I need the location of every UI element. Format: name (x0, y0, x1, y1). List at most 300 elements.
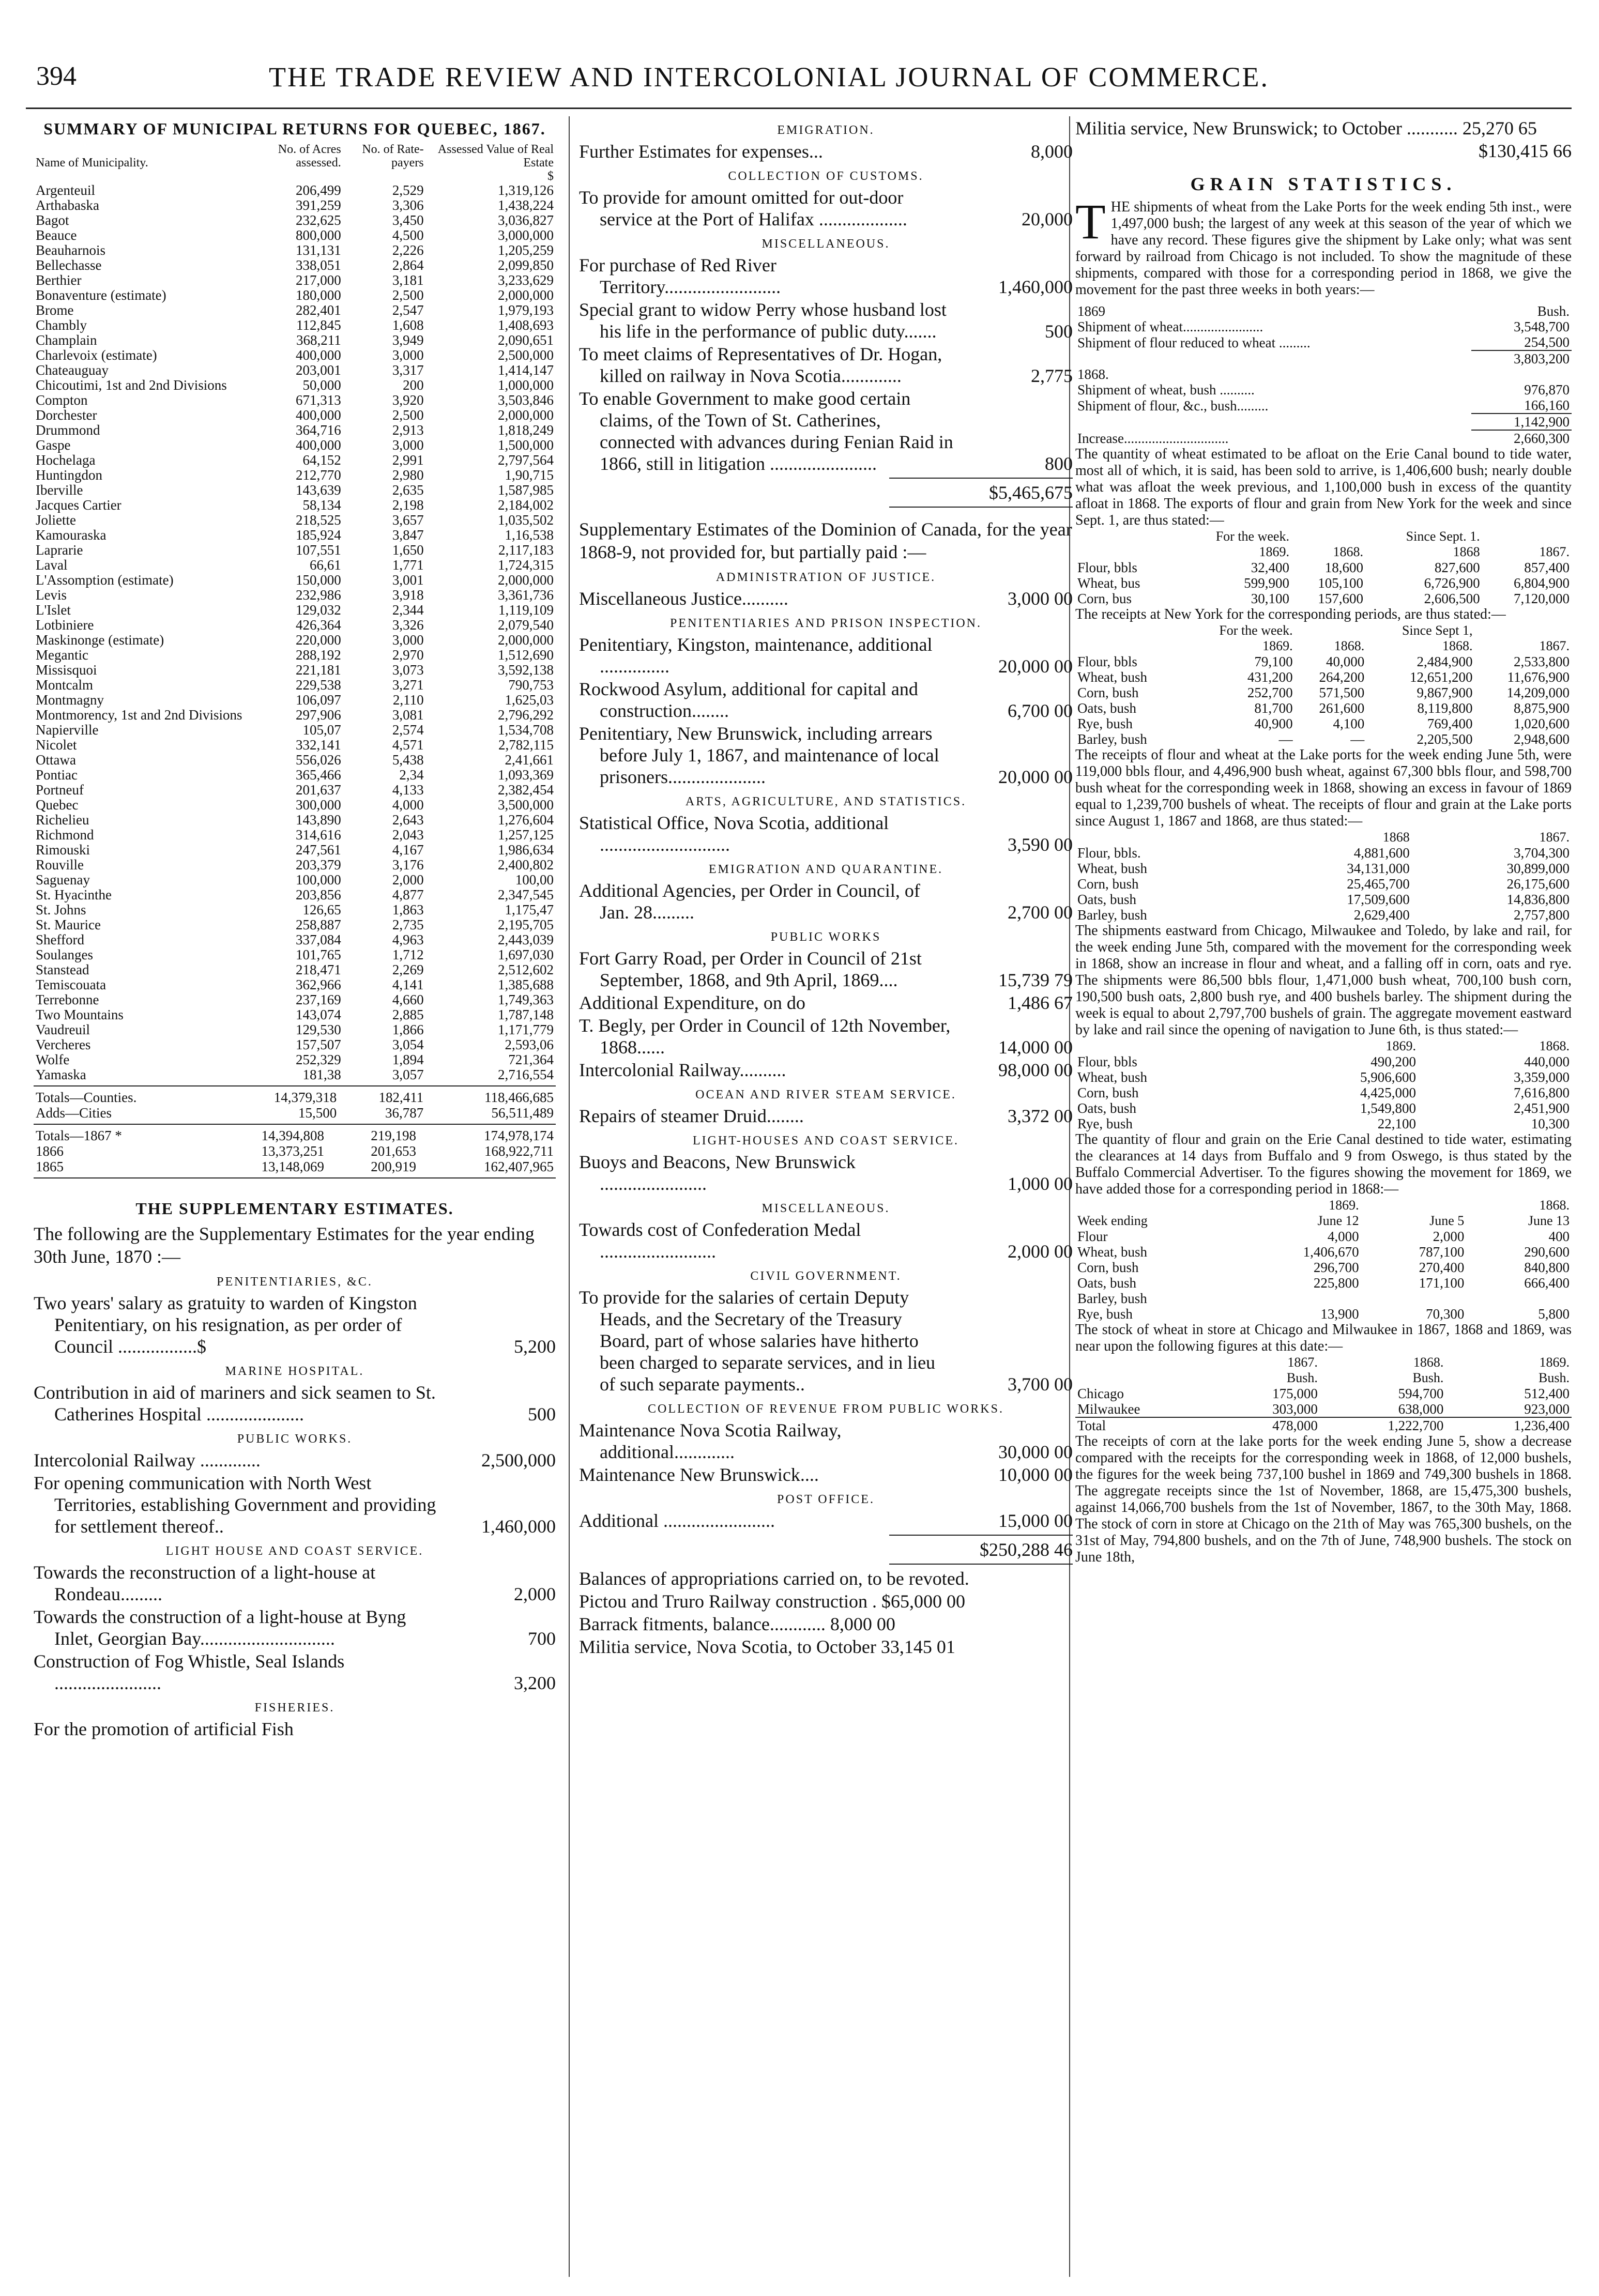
row-value (1361, 1291, 1467, 1306)
municipality-name: Terrebonne (36, 992, 99, 1007)
totals-row (34, 1128, 556, 1143)
row-label: Barley, bush (1077, 1291, 1147, 1306)
estimate-text: Repairs of steamer Druid........ (579, 1106, 804, 1126)
municipality-value: 2,991 (392, 452, 424, 468)
row-value: 1,020,600 (1514, 716, 1570, 731)
table-header-cell: 1867. (1539, 638, 1570, 653)
row-value: 290,600 (1524, 1244, 1570, 1260)
municipality-name: Vaudreuil (36, 1022, 90, 1037)
municipality-value: 3,657 (392, 512, 424, 528)
row-label: Corn, bush (1077, 876, 1139, 892)
municipality-value: 143,639 (295, 482, 341, 498)
municipality-value: 3,361,736 (498, 587, 554, 603)
municipality-value: 800,000 (295, 227, 341, 243)
municipality-name: Ottawa (36, 752, 76, 768)
municipal-row (34, 813, 556, 828)
municipal-yearly (34, 1128, 556, 1174)
row-value: 571,500 (1319, 685, 1365, 700)
municipality-value: 3,054 (392, 1037, 424, 1052)
table-header-cell (1075, 529, 1175, 544)
row-value: 8,875,900 (1514, 700, 1570, 716)
table-header-cell (1075, 1370, 1216, 1386)
municipality-value: 2,000 (392, 872, 424, 887)
table-row (1075, 876, 1572, 892)
estimate-text: Intercolonial Railway.......... (579, 1060, 786, 1080)
municipality-value: 1,438,224 (498, 197, 554, 213)
municipal-row (34, 453, 556, 468)
section-heading: MISCELLANEOUS. (762, 1202, 890, 1215)
estimate-text: Miscellaneous Justice.......... (579, 588, 788, 609)
estimate-amount: 10,000 00 (998, 1464, 1073, 1485)
municipality-value: 129,032 (295, 602, 341, 618)
row-label: Milwaukee (1077, 1401, 1140, 1417)
municipality-value: 1,650 (392, 542, 424, 558)
table-header-cell (1075, 1355, 1216, 1370)
municipality-name: Richelieu (36, 812, 89, 828)
municipality-value: 100,00 (515, 872, 554, 887)
municipal-row (34, 962, 556, 977)
row-value (1233, 1291, 1361, 1306)
table-header-cell (1482, 529, 1572, 544)
municipality-value: 297,906 (295, 707, 341, 723)
balance-item (579, 1590, 1073, 1612)
municipality-value: 1,257,125 (498, 827, 554, 843)
row-value: 400 (1548, 1229, 1570, 1244)
ny-receipts-table (1075, 623, 1572, 747)
estimate-text: T. Begly, per Order in Council of 12th November, 1868...... (579, 1015, 951, 1058)
municipality-value: 221,181 (295, 662, 341, 678)
municipality-value: 3,000 (392, 632, 424, 648)
municipality-name: Maskinonge (estimate) (36, 632, 164, 648)
estimate-text: Penitentiary, Kingston, maintenance, additional ............... (579, 634, 933, 677)
municipality-value: 1,534,708 (498, 722, 554, 738)
dominion-total: $250,288 46 (980, 1539, 1073, 1560)
section-heading: PUBLIC WORKS. (237, 1432, 353, 1446)
col-header-acres: No. of Acres assessed. (278, 143, 341, 170)
supplementary-sections (34, 1275, 556, 1740)
estimate-text: Buoys and Beacons, New Brunswick ....................... (579, 1152, 856, 1194)
municipality-value: 2,117,183 (498, 542, 554, 558)
municipal-row (34, 1067, 556, 1082)
estimates-total: $5,465,675 (989, 482, 1073, 503)
table-header-cell: 1868. (1413, 1355, 1444, 1370)
municipality-value: 2,574 (392, 722, 424, 738)
municipality-value: 400,000 (295, 437, 341, 453)
row-value: 840,800 (1524, 1260, 1570, 1275)
municipality-name: Berthier (36, 272, 82, 288)
municipal-row (34, 408, 556, 423)
row-value: — (1278, 731, 1293, 747)
municipality-value: 1,587,985 (498, 482, 554, 498)
municipal-row (34, 258, 556, 273)
table-row (1075, 892, 1572, 907)
municipality-value: 1,894 (392, 1052, 424, 1067)
table-header-cell (1075, 1198, 1233, 1213)
col-header-name: Name of Municipality. (36, 156, 148, 170)
municipality-value: 1,035,502 (498, 512, 554, 528)
municipality-value: 50,000 (302, 377, 341, 393)
table-header-cell: 1869. (1262, 638, 1293, 653)
table-header-cell: Since Sept 1, (1402, 623, 1473, 638)
municipal-row (34, 468, 556, 483)
estimate-amount: 5,200 (514, 1336, 556, 1357)
municipality-value: 143,890 (295, 812, 341, 828)
row-label: Flour, bbls (1077, 654, 1137, 669)
balance-text: Pictou and Truro Railway construction . $65,000 00 (579, 1591, 965, 1612)
municipality-value: 4,133 (392, 782, 424, 798)
page-number: 394 (36, 62, 77, 91)
canal-afloat-paragraph: The quantity of flour and grain on the Erie Canal destined to tide water, estimating the clearances at 14 days from Buffalo and 9 from Oswego, is thus stated by the Buffalo Commercial Advertiser. To the figures showing the movement for 1869, we have added those for a corresponding period in 1868:— (1075, 1131, 1572, 1197)
municipality-value: 143,074 (295, 1007, 341, 1022)
row-value: 171,100 (1419, 1275, 1465, 1291)
row-value: 5,906,600 (1360, 1069, 1416, 1085)
municipal-row (34, 1007, 556, 1022)
column-3 (1075, 116, 1572, 2272)
municipality-value: 4,660 (392, 992, 424, 1007)
municipality-value: 217,000 (295, 272, 341, 288)
row-value: 303,000 (1272, 1401, 1318, 1417)
municipality-value: 2,079,540 (498, 617, 554, 633)
totals-value: 182,411 (378, 1090, 424, 1105)
municipality-value: 2,184,002 (498, 497, 554, 513)
estimate-text: Fort Garry Road, per Order in Council of 21st September, 1868, and 9th April, 1869.... (579, 948, 922, 990)
supplementary-dominion-intro: Supplementary Estimates of the Dominion of Canada, for the year 1868-9, not provided for, but partially paid :— (579, 519, 1072, 562)
row-value: 6,804,900 (1514, 575, 1570, 591)
total-cell: 478,000 (1216, 1417, 1320, 1433)
shipment-value: 166,160 (1524, 397, 1570, 413)
municipal-row (34, 213, 556, 228)
estimate-text: For purchase of Red River Territory......................... (579, 255, 781, 297)
municipal-row (34, 753, 556, 768)
row-label: Barley, bush (1077, 907, 1147, 923)
row-value: 7,120,000 (1514, 591, 1570, 606)
row-value: 857,400 (1524, 560, 1570, 575)
row-value: 25,465,700 (1347, 876, 1410, 892)
municipality-value: 180,000 (295, 287, 341, 303)
municipality-name: Charlevoix (estimate) (36, 347, 157, 363)
estimate-item (579, 880, 1073, 923)
table-row (1075, 591, 1572, 606)
totals-value: 201,653 (371, 1143, 417, 1159)
table-header-cell: For the week. (1215, 529, 1289, 544)
municipality-value: 1,16,538 (505, 527, 554, 543)
municipality-value: 337,084 (295, 932, 341, 947)
estimate-item (579, 187, 1073, 230)
estimate-text: Towards the reconstruction of a light-house at Rondeau......... (34, 1562, 376, 1604)
municipality-value: 5,438 (392, 752, 424, 768)
totals-label: 1865 (36, 1159, 64, 1174)
section-heading: CIVIL GOVERNMENT. (750, 1269, 902, 1283)
estimate-amount: 500 (528, 1404, 556, 1425)
estimate-amount: 6,700 00 (1008, 700, 1073, 721)
balance-item (579, 1568, 1073, 1589)
estimate-text: Two years' salary as gratuity to warden of Kingston Penitentiary, on his resignation, as per order of Council .................$ (34, 1293, 417, 1357)
estimate-amount: 15,000 00 (998, 1510, 1073, 1531)
estimate-text: Construction of Fog Whistle, Seal Islands ....................... (34, 1651, 345, 1693)
row-value: 2,451,900 (1514, 1100, 1570, 1116)
municipality-value: 2,198 (392, 497, 424, 513)
supplementary-title: THE SUPPLEMENTARY ESTIMATES. (135, 1199, 454, 1218)
row-value: 2,757,800 (1514, 907, 1570, 923)
municipal-row (34, 618, 556, 633)
table-row (1075, 716, 1572, 731)
municipality-value: 2,347,545 (498, 887, 554, 902)
col-header-ratepayers: No. of Rate-payers (362, 143, 424, 170)
table-header-cell (1075, 544, 1175, 560)
table-header-cell: Bush. (1286, 1370, 1318, 1385)
totals-row (34, 1143, 556, 1159)
row-label: Rye, bush (1077, 716, 1133, 731)
table-header-row (1075, 529, 1572, 544)
estimate-text: Contribution in aid of mariners and sick seamen to St. Catherines Hospital ..................... (34, 1382, 436, 1425)
municipal-row (34, 992, 556, 1007)
table-header-cell (1291, 529, 1365, 544)
table-row (1075, 731, 1572, 747)
municipality-value: 218,525 (295, 512, 341, 528)
municipality-value: 365,466 (295, 767, 341, 783)
table-row (1075, 654, 1572, 669)
estimate-text: For the promotion of artificial Fish (34, 1719, 294, 1739)
estimate-item (579, 634, 1073, 677)
table-row (1075, 669, 1572, 685)
journal-title: THE TRADE REVIEW AND INTERCOLONIAL JOURNAL OF COMMERCE. (269, 62, 1269, 93)
row-value: 10,300 (1531, 1116, 1570, 1131)
municipality-name: Brome (36, 302, 74, 318)
table-header-cell (1474, 623, 1572, 638)
municipality-value: 252,329 (295, 1052, 341, 1067)
municipality-name: Iberville (36, 482, 83, 498)
totals-label: Totals—Counties. (36, 1090, 137, 1105)
row-label: Oats, bush (1077, 892, 1136, 907)
row-value: 6,726,900 (1424, 575, 1480, 591)
municipality-value: 2,000,000 (498, 407, 554, 423)
estimate-amount: 20,000 00 (998, 656, 1073, 677)
municipality-value: 232,625 (295, 212, 341, 228)
table-header-cell: Bush. (1539, 1370, 1570, 1385)
municipality-value: 3,920 (392, 392, 424, 408)
row-value: 431,200 (1247, 669, 1293, 685)
municipal-row (34, 768, 556, 783)
municipality-name: Kamouraska (36, 527, 106, 543)
municipality-name: Beauharnois (36, 242, 105, 258)
municipality-value: 4,000 (392, 797, 424, 813)
row-label: Rye, bush (1077, 1306, 1133, 1322)
balance-item (579, 1636, 1073, 1658)
municipality-value: 3,000 (392, 437, 424, 453)
estimate-item (579, 1287, 1073, 1395)
municipality-value: 4,963 (392, 932, 424, 947)
totals-value: 14,394,808 (261, 1128, 324, 1143)
table-header-cell: 1868 (1382, 830, 1410, 845)
table-total-row (1075, 1417, 1572, 1433)
municipality-value: 2,000,000 (498, 572, 554, 588)
estimate-text: To enable Government to make good certain claims, of the Town of St. Catherines, connected with advances during Fenian Raid in 1866, still in litigation ....................... (579, 388, 953, 474)
municipality-value: 1,787,148 (498, 1007, 554, 1022)
row-label: Corn, bush (1077, 1260, 1139, 1275)
estimate-text: Towards cost of Confederation Medal ......................... (579, 1219, 861, 1262)
municipal-row (34, 783, 556, 798)
table-header-cell: June 12 (1317, 1213, 1359, 1228)
municipality-value: 338,051 (295, 257, 341, 273)
column-1 (34, 116, 556, 2272)
municipal-row (34, 648, 556, 663)
municipality-value: 4,141 (392, 977, 424, 992)
municipality-value: 2,269 (392, 962, 424, 977)
row-value: 40,000 (1326, 654, 1365, 669)
table-header-cell (1075, 623, 1182, 638)
municipality-value: 1,771 (392, 557, 424, 573)
estimate-item (579, 299, 1073, 342)
municipality-name: Hochelaga (36, 452, 96, 468)
row-value: 769,400 (1427, 716, 1473, 731)
balance-text: Militia service, Nova Scotia, to October 33,145 01 (579, 1636, 955, 1657)
section-heading: FISHERIES. (254, 1701, 335, 1715)
municipality-name: Quebec (36, 797, 79, 813)
estimate-amount: 20,000 (1022, 209, 1073, 229)
estimate-text: Statistical Office, Nova Scotia, additional ............................ (579, 813, 889, 855)
estimate-item (579, 254, 1073, 298)
municipality-value: 201,637 (295, 782, 341, 798)
municipality-name: Pontiac (36, 767, 78, 783)
municipality-value: 1,724,315 (498, 557, 554, 573)
section-heading: LIGHT HOUSE AND COAST SERVICE. (165, 1544, 424, 1558)
table-row (1075, 907, 1572, 923)
municipality-name: St. Maurice (36, 917, 101, 932)
municipality-value: 106,097 (295, 692, 341, 708)
estimate-amount: 3,372 00 (1008, 1106, 1073, 1126)
municipality-value: 157,507 (295, 1037, 341, 1052)
estimate-text: Maintenance New Brunswick.... (579, 1464, 819, 1485)
municipal-row (34, 723, 556, 738)
row-label: Rye, bush (1077, 1116, 1133, 1131)
municipal-row (34, 873, 556, 887)
municipality-value: 3,847 (392, 527, 424, 543)
municipality-name: Compton (36, 392, 88, 408)
municipality-value: 2,980 (392, 467, 424, 483)
row-value: 2,533,800 (1514, 654, 1570, 669)
estimate-amount: 2,775 (1031, 365, 1073, 386)
row-label: Flour, bbls (1077, 560, 1137, 575)
row-value: 2,629,400 (1353, 907, 1410, 923)
totals-value: 36,787 (385, 1105, 424, 1121)
estimate-item (579, 723, 1073, 788)
municipality-value: 181,38 (302, 1067, 341, 1082)
estimate-item (34, 1718, 556, 1740)
total-cell: 1,236,400 (1445, 1417, 1572, 1433)
estimate-amount: 98,000 00 (998, 1060, 1073, 1080)
estimate-item (579, 678, 1073, 722)
municipality-name: Nicolet (36, 737, 77, 753)
municipality-name: Montmorency, 1st and 2nd Divisions (36, 707, 242, 723)
municipality-name: Portneuf (36, 782, 84, 798)
section-heading: COLLECTION OF CUSTOMS. (728, 170, 924, 183)
table-row (1075, 575, 1572, 591)
table-row (1075, 1275, 1572, 1291)
municipality-value: 4,571 (392, 737, 424, 753)
table-header-cell: Bush. (1412, 1370, 1444, 1385)
municipality-value: 4,500 (392, 227, 424, 243)
table-row (1075, 1401, 1572, 1417)
section-heading: EMIGRATION AND QUARANTINE. (708, 863, 943, 876)
estimate-item (34, 1606, 556, 1649)
municipality-value: 1,625,03 (505, 692, 554, 708)
municipality-value: 426,364 (295, 617, 341, 633)
dominion-estimate-sections (579, 571, 1073, 1532)
estimate-amount: 8,000 (1031, 141, 1073, 162)
municipality-name: Chicoutimi, 1st and 2nd Divisions (36, 377, 227, 393)
row-label: Barley, bush (1077, 731, 1147, 747)
row-value: 7,616,800 (1514, 1085, 1570, 1100)
municipality-value: 3,306 (392, 197, 424, 213)
corn-receipts-paragraph: The receipts of corn at the lake ports for the week ending June 5, show a decrease compared with the receipts for the corresponding week in 1868, of 12,000 bushels, the figures for the week being 737,100 bushel in 1869 and 749,300 bushels in 1868. The aggregate receipts since the 1st of November, 1868, are 15,475,300 bushels, against 14,066,700 bushels from the 1st of November, 1867, to the 30th May, 1868. The stock of corn in store at Chicago on the 21th of May was 765,300 bushels, on the 31st of May, 794,800 bushels, and on the 7th of June, 748,900 bushels. The stock on June 18th, (1075, 1433, 1572, 1565)
table-row (1075, 1116, 1572, 1131)
row-value: 2,205,500 (1417, 731, 1473, 747)
municipal-row (34, 528, 556, 543)
totals-row (34, 1090, 556, 1105)
municipality-value: 1,385,688 (498, 977, 554, 992)
row-value: 22,100 (1377, 1116, 1416, 1131)
row-label: Wheat, bush (1077, 1069, 1147, 1085)
municipality-value: 300,000 (295, 797, 341, 813)
municipality-value: 3,918 (392, 587, 424, 603)
section-heading: COLLECTION OF REVENUE FROM PUBLIC WORKS. (648, 1402, 1004, 1416)
municipality-value: 3,036,827 (498, 212, 554, 228)
row-value: 2,948,600 (1514, 731, 1570, 747)
municipality-value: 362,966 (295, 977, 341, 992)
municipality-name: Soulanges (36, 947, 93, 962)
section-heading: POST OFFICE. (777, 1493, 875, 1506)
municipality-name: Chateauguay (36, 362, 109, 378)
municipality-value: 288,192 (295, 647, 341, 663)
municipality-value: 1,512,690 (498, 647, 554, 663)
row-value: 666,400 (1524, 1275, 1570, 1291)
totals-label: Totals—1867 * (36, 1128, 122, 1143)
row-value: 3,704,300 (1514, 845, 1570, 861)
unit-label: $ (547, 170, 554, 183)
estimate-text: Special grant to widow Perry whose husband lost his life in the performance of public duty....... (579, 299, 947, 342)
table-row (1075, 700, 1572, 716)
table-header-cell (1361, 1198, 1467, 1213)
row-value: 18,600 (1324, 560, 1364, 575)
estimate-amount: 2,700 00 (1008, 902, 1073, 923)
municipal-row (34, 558, 556, 573)
municipality-value: 2,593,06 (505, 1037, 554, 1052)
row-label: Wheat, bush (1077, 1244, 1147, 1260)
municipality-name: Bonaventure (estimate) (36, 287, 166, 303)
table-row (1075, 685, 1572, 700)
estimate-amount: 1,486 67 (1008, 992, 1073, 1013)
municipal-row (34, 438, 556, 453)
totals-value: 174,978,174 (484, 1128, 554, 1143)
balance-text: Balances of appropriations carried on, to be revoted. (579, 1568, 969, 1589)
row-value: 40,900 (1254, 716, 1293, 731)
totals-label: Adds—Cities (36, 1105, 112, 1121)
row-value: 8,119,800 (1417, 700, 1473, 716)
estimate-amount: 1,460,000 (481, 1516, 556, 1537)
row-value: 296,700 (1313, 1260, 1359, 1275)
estimate-text: To provide for amount omitted for out-door service at the Port of Halifax ................... (579, 187, 907, 229)
municipality-value: 203,001 (295, 362, 341, 378)
row-label: Corn, bush (1077, 1085, 1139, 1100)
section-heading: EMIGRATION. (777, 124, 875, 137)
estimate-item (579, 1419, 1073, 1463)
municipality-value: 3,176 (392, 857, 424, 873)
shipment-value: 3,548,700 (1514, 319, 1570, 334)
row-label: Flour, bbls. (1077, 845, 1141, 861)
table-header-cell: 1869. (1259, 544, 1289, 559)
row-value: 264,200 (1319, 669, 1365, 685)
municipality-name: L'Assomption (estimate) (36, 572, 174, 588)
